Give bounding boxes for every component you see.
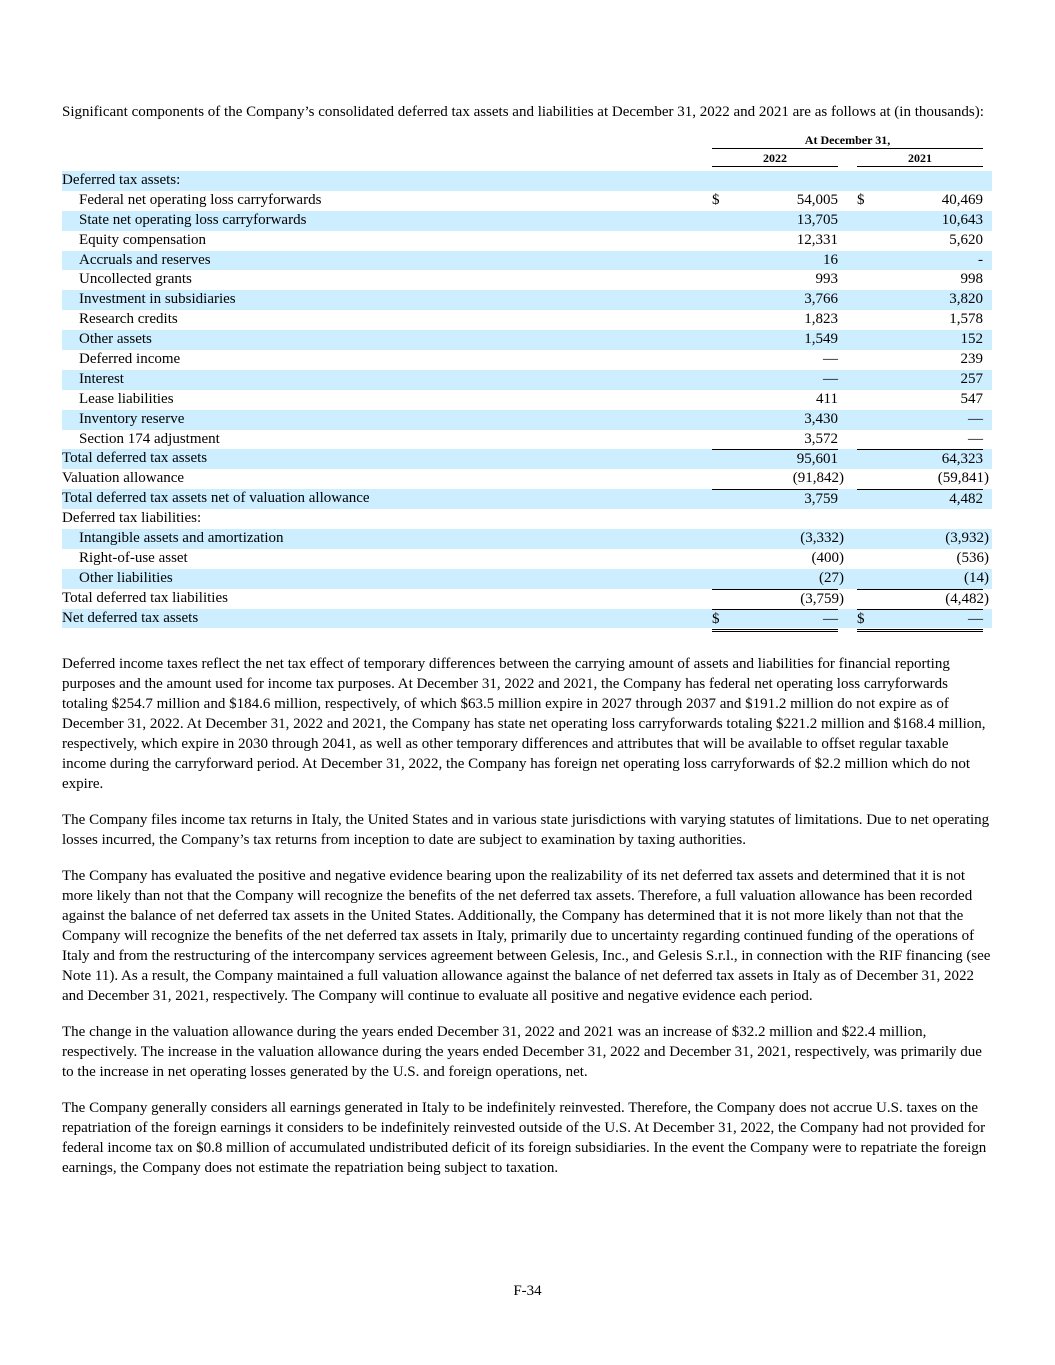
table-row bbox=[62, 569, 992, 589]
value-2021: - bbox=[978, 251, 983, 268]
value-2021: 10,643 bbox=[941, 211, 983, 228]
table-row bbox=[62, 370, 992, 390]
value-2022: 12,331 bbox=[796, 231, 838, 248]
value-2022: 1,549 bbox=[804, 331, 838, 348]
table-row bbox=[62, 270, 992, 290]
row-label: Deferred tax assets: bbox=[62, 172, 181, 188]
value-2022: (3,332) bbox=[800, 530, 844, 547]
table-row bbox=[62, 430, 992, 450]
table-row bbox=[62, 251, 992, 271]
page-content bbox=[62, 102, 992, 1178]
row-label: Total deferred tax assets net of valuation allowance bbox=[62, 490, 370, 507]
page-number: F-34 bbox=[513, 1283, 542, 1299]
value-2022: 3,759 bbox=[804, 491, 838, 508]
row-label: Lease liabilities bbox=[79, 390, 174, 407]
row-label: Deferred income bbox=[79, 351, 181, 368]
paragraph-valuation-evidence: The Company has evaluated the positive and negative evidence bearing upon the realizability of its net deferred tax assets and determined that it is not more likely than not that the Company will recognize the benefits of the net deferred tax assets. Therefore, a full valuation allowance has been recorded against the balance of net deferred tax assets in the United States. Additionally, the Company has determined that it is not more likely than not that the Company will recognize the benefits of the net deferred tax assets in Italy, primarily due to uncertainty regarding continued funding of the operations of Italy and from the restructuring of the intercompany services agreement between Gelesis, Inc., and Gelesis S.r.l., in connection with the RIF financing (see Note 11). As a result, the Company maintained a full valuation allowance against the balance of net deferred tax assets in Italy as of December 31, 2022 and December 31, 2021, respectively. The Company will continue to evaluate all positive and negative evidence each period. bbox=[62, 868, 991, 1005]
deferred-tax-table bbox=[62, 133, 992, 628]
row-label: Right-of-use asset bbox=[79, 549, 188, 566]
row-label: Uncollected grants bbox=[79, 271, 192, 288]
paragraph-valuation-change: The change in the valuation allowance during the years ended December 31, 2022 and 2021 was an increase of $32.2 million and $22.4 million, respectively. The increase in the valuation allowance during the years ended December 31, 2022 and December 31, 2021, respectively, was primarily due to the increase in net operating losses generated by the U.S. and foreign operations, net. bbox=[62, 1024, 982, 1081]
value-2022: — bbox=[823, 370, 838, 387]
value-2022: 54,005 bbox=[796, 191, 838, 208]
row-label: State net operating loss carryforwards bbox=[79, 211, 307, 228]
row-label: Research credits bbox=[79, 311, 178, 328]
value-2022: (3,759) bbox=[800, 590, 844, 607]
row-label: Section 174 adjustment bbox=[79, 430, 220, 447]
value-2021: 547 bbox=[960, 390, 983, 407]
value-2021: 4,482 bbox=[949, 491, 983, 508]
row-label: Valuation allowance bbox=[62, 470, 185, 487]
table-header bbox=[62, 133, 992, 171]
value-2022: (400) bbox=[811, 549, 844, 566]
column-header-2022: 2022 bbox=[712, 151, 838, 167]
row-label: Investment in subsidiaries bbox=[79, 291, 236, 308]
value-2021: 64,323 bbox=[941, 451, 983, 468]
value-2022: 95,601 bbox=[796, 451, 838, 468]
value-2021: 5,620 bbox=[949, 231, 983, 248]
table-row bbox=[62, 171, 992, 191]
value-2021: 3,820 bbox=[949, 291, 983, 308]
row-label: Intangible assets and amortization bbox=[79, 530, 284, 547]
value-2021: 257 bbox=[960, 370, 983, 387]
paragraph-tax-jurisdictions: The Company files income tax returns in Italy, the United States and in various state jurisdictions with varying statutes of limitations. Due to net operating losses incurred, the Company’s tax returns from inception to date are subject to examination by taxing authorities. bbox=[62, 812, 990, 849]
row-label: Net deferred tax assets bbox=[62, 609, 199, 626]
table-row bbox=[62, 410, 992, 430]
row-label: Other assets bbox=[79, 331, 152, 348]
value-2021: (536) bbox=[956, 549, 989, 566]
table-row bbox=[62, 191, 992, 211]
value-2022: 3,766 bbox=[804, 291, 838, 308]
row-label: Total deferred tax liabilities bbox=[62, 589, 228, 606]
value-2022: (91,842) bbox=[792, 470, 844, 487]
intro-paragraph: Significant components of the Company’s consolidated deferred tax assets and liabilities at December 31, 2022 and 2021 are as follows at (in thousands): bbox=[62, 104, 984, 120]
value-2021: 998 bbox=[960, 271, 983, 288]
currency-symbol: $ bbox=[857, 191, 865, 208]
table-row bbox=[62, 211, 992, 231]
currency-symbol: $ bbox=[857, 610, 865, 627]
value-2021: — bbox=[968, 410, 983, 427]
value-2022: 3,572 bbox=[804, 430, 838, 447]
column-group-header: At December 31, bbox=[712, 133, 983, 149]
row-label: Accruals and reserves bbox=[79, 251, 211, 268]
value-2021: (14) bbox=[964, 569, 989, 586]
table-row bbox=[62, 390, 992, 410]
table-row bbox=[62, 509, 992, 529]
column-header-2021: 2021 bbox=[857, 151, 983, 167]
value-2022: 411 bbox=[816, 390, 838, 407]
value-2021: 239 bbox=[960, 351, 983, 368]
row-label: Total deferred tax assets bbox=[62, 450, 208, 467]
value-2021: — bbox=[968, 430, 983, 447]
value-2022: 1,823 bbox=[804, 311, 838, 328]
table-row bbox=[62, 609, 992, 629]
value-2022: — bbox=[823, 351, 838, 368]
table-row bbox=[62, 231, 992, 251]
value-2021: (4,482) bbox=[945, 590, 989, 607]
value-2022: (27) bbox=[819, 569, 844, 586]
value-2022: 13,705 bbox=[796, 211, 838, 228]
value-2022: 3,430 bbox=[804, 410, 838, 427]
table-row bbox=[62, 489, 992, 509]
currency-symbol: $ bbox=[712, 191, 720, 208]
paragraph-nol-carryforwards: Deferred income taxes reflect the net tax effect of temporary differences between the carrying amount of assets and liabilities for financial reporting purposes and the amount used for income tax purposes. At December 31, 2022 and 2021, the Company has federal net operating loss carryforwards totaling $254.7 million and $184.6 million, respectively, of which $63.5 million expire in 2027 through 2037 and $191.2 million do not expire as of December 31, 2022. At December 31, 2022 and 2021, the Company has state net operating loss carryforwards totaling $221.2 million and $168.4 million, respectively, which expire in 2030 through 2041, as well as other temporary differences and attributes that will be available to offset regular taxable income during the carryforward period. At December 31, 2022, the Company has foreign net operating loss carryforwards of $2.2 million which do not expire. bbox=[62, 656, 986, 793]
table-row bbox=[62, 469, 992, 489]
value-2021: (3,932) bbox=[945, 530, 989, 547]
value-2021: 1,578 bbox=[949, 311, 983, 328]
row-label: Inventory reserve bbox=[79, 410, 185, 427]
table-row bbox=[62, 449, 992, 469]
table-row bbox=[62, 589, 992, 609]
table-row bbox=[62, 549, 992, 569]
row-label: Interest bbox=[79, 370, 124, 387]
value-2021: 152 bbox=[960, 331, 983, 348]
table-row bbox=[62, 290, 992, 310]
row-label: Other liabilities bbox=[79, 569, 173, 586]
value-2021: — bbox=[968, 610, 983, 627]
value-2022: — bbox=[823, 610, 838, 627]
value-2021: (59,841) bbox=[937, 470, 989, 487]
table-row bbox=[62, 350, 992, 370]
row-label: Deferred tax liabilities: bbox=[62, 510, 202, 527]
row-label: Federal net operating loss carryforwards bbox=[79, 191, 322, 208]
paragraph-foreign-earnings: The Company generally considers all earnings generated in Italy to be indefinitely reinvested. Therefore, the Company does not accrue U.S. taxes on the repatriation of the foreign earnings it considers to be indefinitely reinvested outside of the U.S. At December 31, 2022, the Company had not provided for federal income tax on $0.8 million of accumulated undistributed deficit of its foreign subsidiaries. In the event the Company were to repatriate the foreign earnings, the Company does not estimate the repatriation being subject to taxation. bbox=[62, 1100, 987, 1177]
row-label: Equity compensation bbox=[79, 231, 207, 248]
value-2022: 16 bbox=[823, 251, 838, 268]
table-row bbox=[62, 310, 992, 330]
currency-symbol: $ bbox=[712, 610, 720, 627]
table-row bbox=[62, 529, 992, 549]
value-2021: 40,469 bbox=[941, 191, 983, 208]
table-row bbox=[62, 330, 992, 350]
value-2022: 993 bbox=[815, 271, 838, 288]
